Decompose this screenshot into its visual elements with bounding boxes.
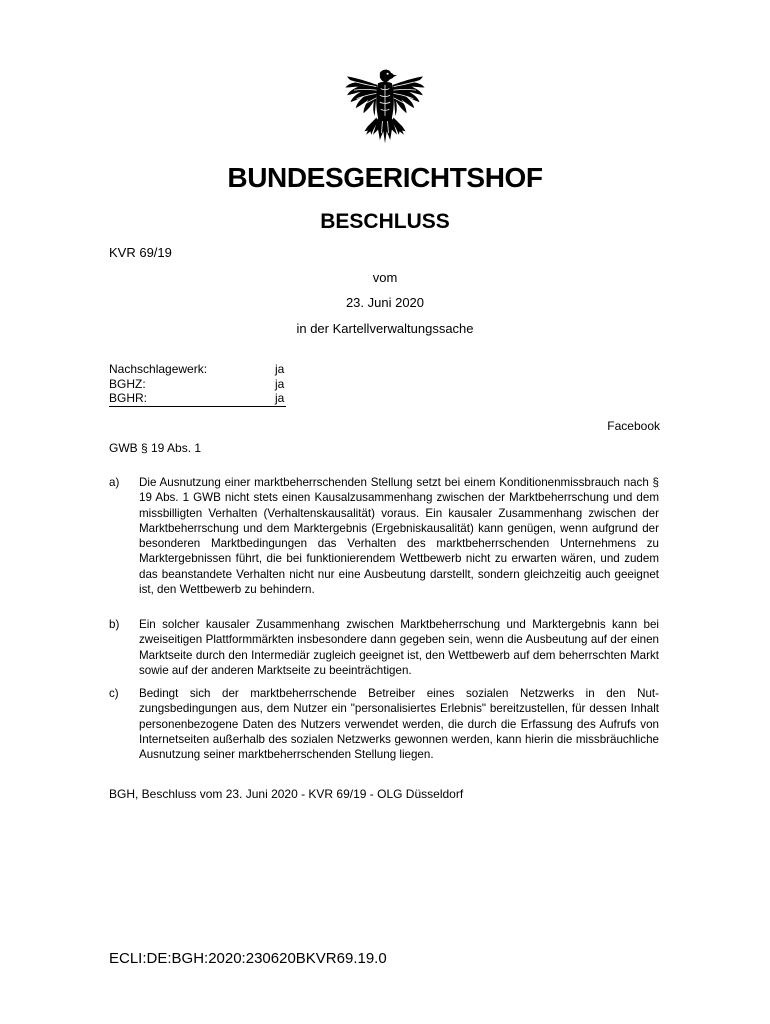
vom-label: vom [372, 270, 398, 285]
headnote-marker: b) [109, 618, 120, 631]
meta-value: ja [275, 377, 285, 391]
meta-row-bghr [109, 391, 286, 407]
case-keyword: Facebook [607, 419, 660, 433]
headnote-marker: c) [109, 687, 119, 700]
legal-norm: GWB § 19 Abs. 1 [109, 441, 202, 455]
meta-label: BGHZ: [109, 377, 146, 391]
decision-citation: BGH, Beschluss vom 23. Juni 2020 - KVR 69/19 - OLG Düsseldorf [109, 787, 464, 801]
headnote-marker: a) [109, 476, 120, 489]
meta-row-nachschlagewerk [109, 362, 286, 377]
file-number: KVR 69/19 [109, 245, 172, 260]
decision-date: 23. Juni 2020 [345, 295, 425, 310]
court-name: BUNDESGERICHTSHOF [227, 162, 543, 193]
federal-eagle-emblem [342, 66, 428, 152]
meta-label: Nachschlagewerk: [109, 362, 208, 376]
headnote-text: Die Ausnutzung einer marktbeherrschenden Stellung setzt bei einem Konditionenmissbrauch nach § 19 Abs. 1 GWB nicht stets einen Kausalzusammenhang zwischen der Marktbeherrschung und dem missbilligten Verhalten (Verhaltenskausalität) voraus. Ein kausaler Zusammenhang zwischen der Marktbeherrschung und dem Marktergebnis (Ergebniskausalität) kann genügen, wenn aufgrund der besonderen Marktbedingungen das Verhalten des marktbeherrschenden Unternehmens zu Marktergebnissen führt, die bei funktionierendem Wettbewerb nicht zu erwarten wären, und zudem das beanstandete Verhalten nicht nur eine Ausbeutung darstellt, sondern gleichzeitig auch geeignet ist, den Wettbewerb zu behindern. [139, 476, 659, 597]
meta-value: ja [275, 391, 285, 405]
matter-type: in der Kartellverwaltungssache [296, 321, 474, 336]
meta-value: ja [275, 362, 285, 376]
meta-label: BGHR: [109, 391, 148, 405]
headnote-text: Ein solcher kausaler Zusammenhang zwischen Marktbeherrschung und Marktergebnis kann bei zweiseitigen Plattformmärkten insbesondere dann gegeben sein, wenn die Ausbeutung auf der einen Marktseite durch den Intermediär zugleich geeignet ist, den Wettbewerb auf dem beherrschten Markt sowie auf der anderen Marktseite zu beeinträchtigen. [139, 618, 659, 677]
meta-row-bghz [109, 377, 286, 392]
headnote-text: Bedingt sich der marktbeherrschende Betreiber eines sozialen Netzwerks in den Nutzungsbedingungen aus, dem Nutzer ein "personalisiertes Erlebnis" bereitzustellen, für dessen Inhalt personenbezogene Daten des Nutzers verwendet werden, die durch die Erfassung des Aufrufs von Internetseiten außerhalb des sozialen Netzwerks gewonnen werden, kann hierin die missbräuchliche Ausnutzung seiner marktbeherrschenden Stellung liegen. [139, 687, 659, 762]
document-type: BESCHLUSS [320, 210, 450, 233]
ecli-identifier: ECLI:DE:BGH:2020:230620BKVR69.19.0 [109, 950, 387, 967]
